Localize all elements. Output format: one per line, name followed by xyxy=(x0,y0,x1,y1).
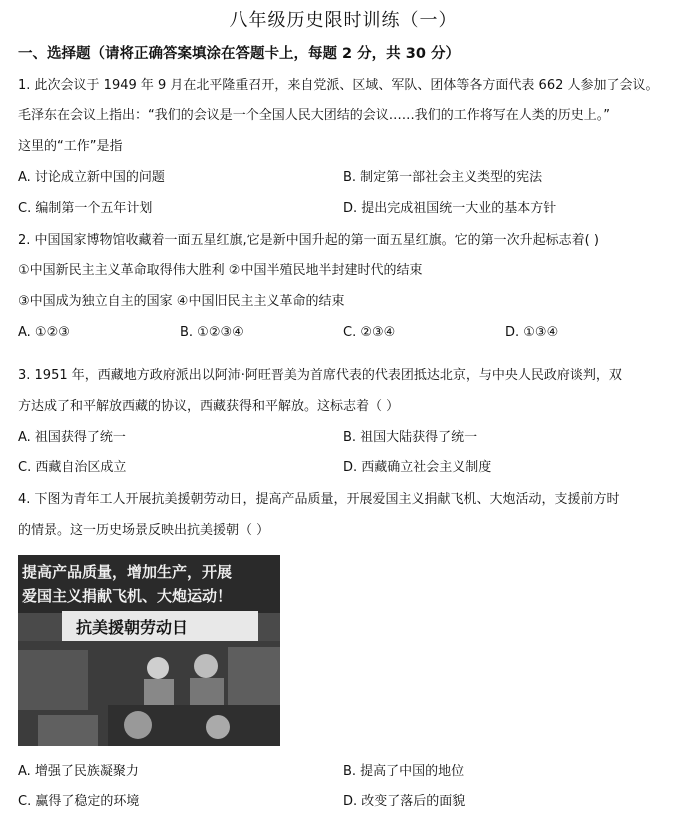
q2-stem-line-1: 2. 中国国家博物馆收藏着一面五星红旗,它是新中国升起的第一面五星红旗。它的第一次升起标志着( ) xyxy=(18,233,599,248)
photo-banner-line-1: 提高产品质量，增加生产，开展 xyxy=(22,563,233,581)
q3-stem-line-1: 3. 1951 年，西藏地方政府派出以阿沛·阿旺晋美为首席代表的代表团抵达北京，与中央人民政府谈判，双 xyxy=(18,368,622,383)
q3-option-b: B. 祖国大陆获得了统一 xyxy=(343,430,478,445)
q4-option-d: D. 改变了落后的面貌 xyxy=(343,794,466,809)
q4-option-c: C. 赢得了稳定的环境 xyxy=(18,794,140,809)
historical-photo xyxy=(18,555,280,746)
section-heading: 一、选择题（请将正确答案填涂在答题卡上，每题 2 分，共 30 分） xyxy=(18,46,460,62)
q3-stem-line-2: 方达成了和平解放西藏的协议，西藏获得和平解放。这标志着（ ） xyxy=(18,399,400,414)
q2-option-d: D. ①③④ xyxy=(505,325,559,340)
q1-option-a: A. 讨论成立新中国的问题 xyxy=(18,170,165,185)
q2-option-a: A. ①②③ xyxy=(18,325,70,340)
photo-sign: 抗美援朝劳动日 xyxy=(76,618,189,637)
q1-stem-line-2: 毛泽东在会议上指出：“我们的会议是一个全国人民大团结的会议……我们的工作将写在人类的历史上。” xyxy=(18,108,610,123)
q4-stem-line-1: 4. 下图为青年工人开展抗美援朝劳动日，提高产品质量，开展爱国主义捐献飞机、大炮活动，支援前方时 xyxy=(18,492,620,507)
q1-stem-line-1: 1. 此次会议于 1949 年 9 月在北平隆重召开，来自党派、区域、军队、团体等各方面代表 662 人参加了会议。 xyxy=(18,78,659,93)
q2-option-c: C. ②③④ xyxy=(343,325,396,340)
q1-option-d: D. 提出完成祖国统一大业的基本方针 xyxy=(343,201,557,216)
q3-option-c: C. 西藏自治区成立 xyxy=(18,460,127,475)
q1-option-c: C. 编制第一个五年计划 xyxy=(18,201,153,216)
q1-stem-line-3: 这里的“工作”是指 xyxy=(18,139,123,154)
photo-banner-line-2: 爱国主义捐献飞机、大炮运动！ xyxy=(22,587,233,605)
q3-option-d: D. 西藏确立社会主义制度 xyxy=(343,460,492,475)
q2-statements-2: ③中国成为独立自主的国家 ④中国旧民主主义革命的结束 xyxy=(18,294,345,309)
q4-option-b: B. 提高了中国的地位 xyxy=(343,764,465,779)
q1-option-b: B. 制定第一部社会主义类型的宪法 xyxy=(343,170,543,185)
q4-stem-line-2: 的情景。这一历史场景反映出抗美援朝（ ） xyxy=(18,523,270,538)
page-title: 八年级历史限时训练（一） xyxy=(229,10,458,31)
q2-statements-1: ①中国新民主主义革命取得伟大胜利 ②中国半殖民地半封建时代的结束 xyxy=(18,263,423,278)
q4-option-a: A. 增强了民族凝聚力 xyxy=(18,764,139,779)
q2-option-b: B. ①②③④ xyxy=(180,325,244,340)
q3-option-a: A. 祖国获得了统一 xyxy=(18,430,126,445)
